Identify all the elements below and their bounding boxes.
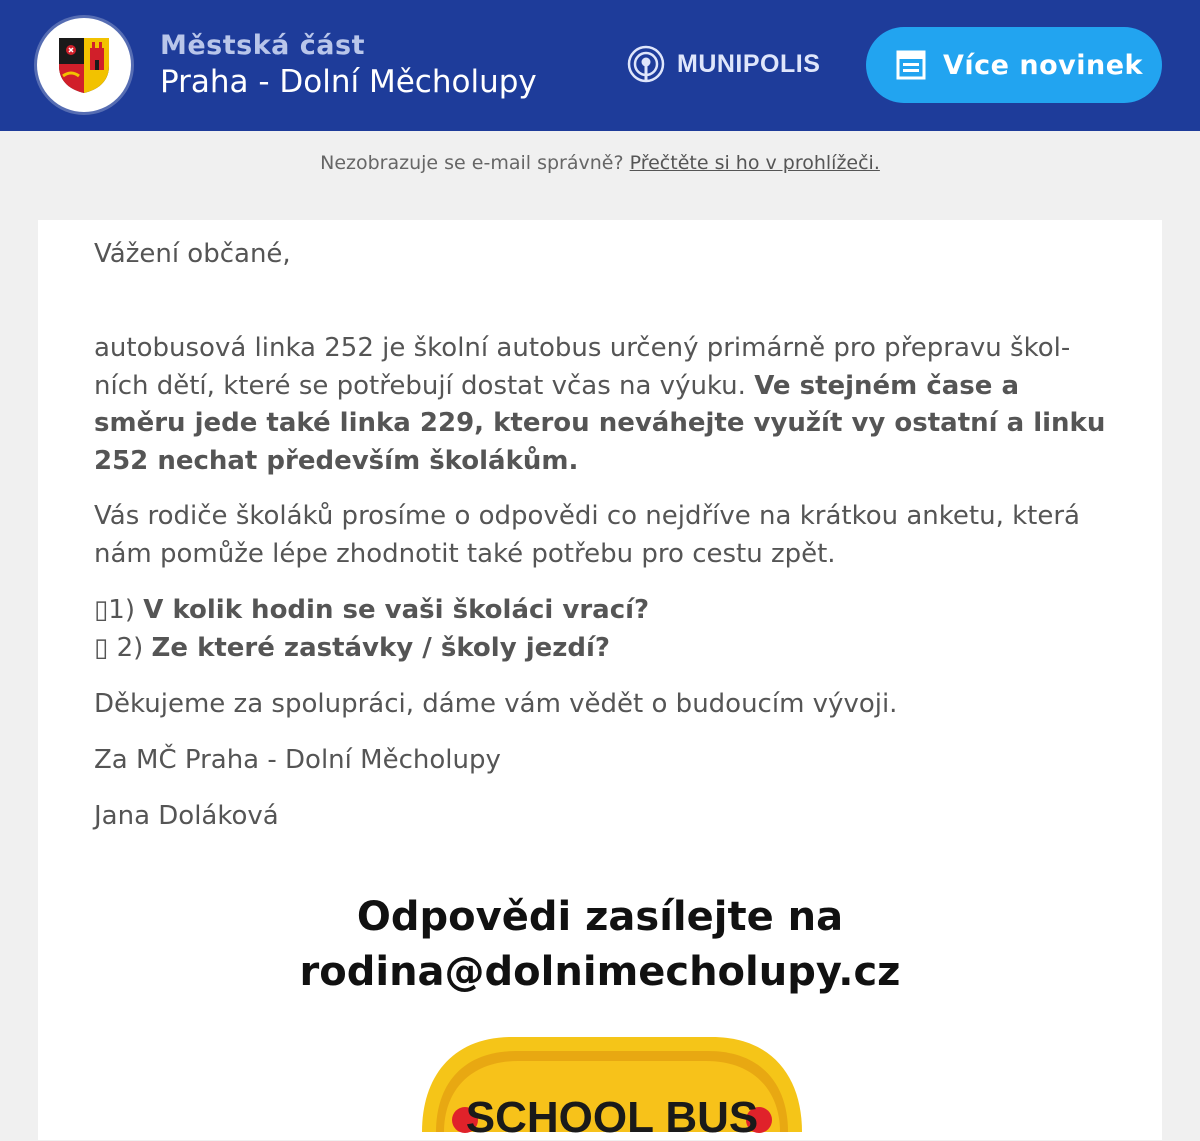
survey-questions bbox=[94, 592, 1106, 667]
paragraph-bus-line-bold: Ve stejném čase a směru jede také linka 229, kterou neváhejte využít vy ostatní a linku 252 nechat především školákům. bbox=[94, 370, 1106, 476]
thanks-line: Děkujeme za spolupráci, dáme vám vědět o budoucím vývoji. bbox=[94, 689, 898, 719]
school-bus-sign-image bbox=[382, 1037, 842, 1141]
signature-org: Za MČ Praha - Dolní Měcholupy bbox=[94, 745, 501, 775]
broadcast-icon bbox=[627, 45, 665, 83]
paragraph-bus-line bbox=[94, 330, 1106, 480]
paragraph-survey: Vás rodiče školáků prosíme o odpovědi co nejdříve na krátkou anketu, která nám pomůže lépe zhodnotit také potřebu pro cestu zpět. bbox=[94, 501, 1080, 569]
bus-sign-text: SCHOOL BUS bbox=[465, 1093, 759, 1137]
more-news-button[interactable] bbox=[866, 27, 1162, 103]
municipality-crest bbox=[37, 18, 131, 112]
question-1-text: V kolik hodin se vaši školáci vrací? bbox=[143, 595, 650, 625]
question-1 bbox=[94, 592, 1106, 630]
view-in-browser-link[interactable]: Přečtěte si ho v prohlížeči. bbox=[629, 152, 880, 174]
browser-note bbox=[0, 152, 1200, 174]
org-name: Praha - Dolní Měcholupy bbox=[160, 64, 537, 100]
munipolis-logo[interactable] bbox=[627, 44, 820, 84]
more-news-label: Více novinek bbox=[943, 49, 1143, 81]
greeting: Vážení občané, bbox=[94, 239, 291, 269]
signature-name: Jana Doláková bbox=[94, 801, 279, 831]
header-bar bbox=[0, 0, 1200, 131]
cta-heading bbox=[38, 890, 1162, 1000]
question-2 bbox=[94, 630, 1106, 668]
message-card bbox=[38, 220, 1162, 1140]
browser-note-text: Nezobrazuje se e-mail správně? bbox=[320, 152, 630, 174]
munipolis-brand: MUNIPOLIS bbox=[677, 49, 821, 78]
cta-email[interactable]: rodina@dolnimecholupy.cz bbox=[299, 949, 901, 995]
coat-of-arms-icon bbox=[57, 36, 111, 94]
question-2-text: Ze které zastávky / školy jezdí? bbox=[151, 632, 610, 663]
question-2-prefix: ▯ 2) bbox=[94, 632, 152, 663]
paragraph-bus-line-plain: autobusová linka 252 je školní autobus určený primárně pro přepravu škol-ních dětí, které se potřebují dostat včas na výuku. bbox=[94, 333, 1071, 401]
question-1-prefix: ▯1) bbox=[94, 595, 144, 625]
newspaper-icon bbox=[896, 50, 926, 80]
cta-line-1: Odpovědi zasílejte na bbox=[356, 894, 844, 940]
org-kicker: Městská část bbox=[160, 30, 366, 61]
